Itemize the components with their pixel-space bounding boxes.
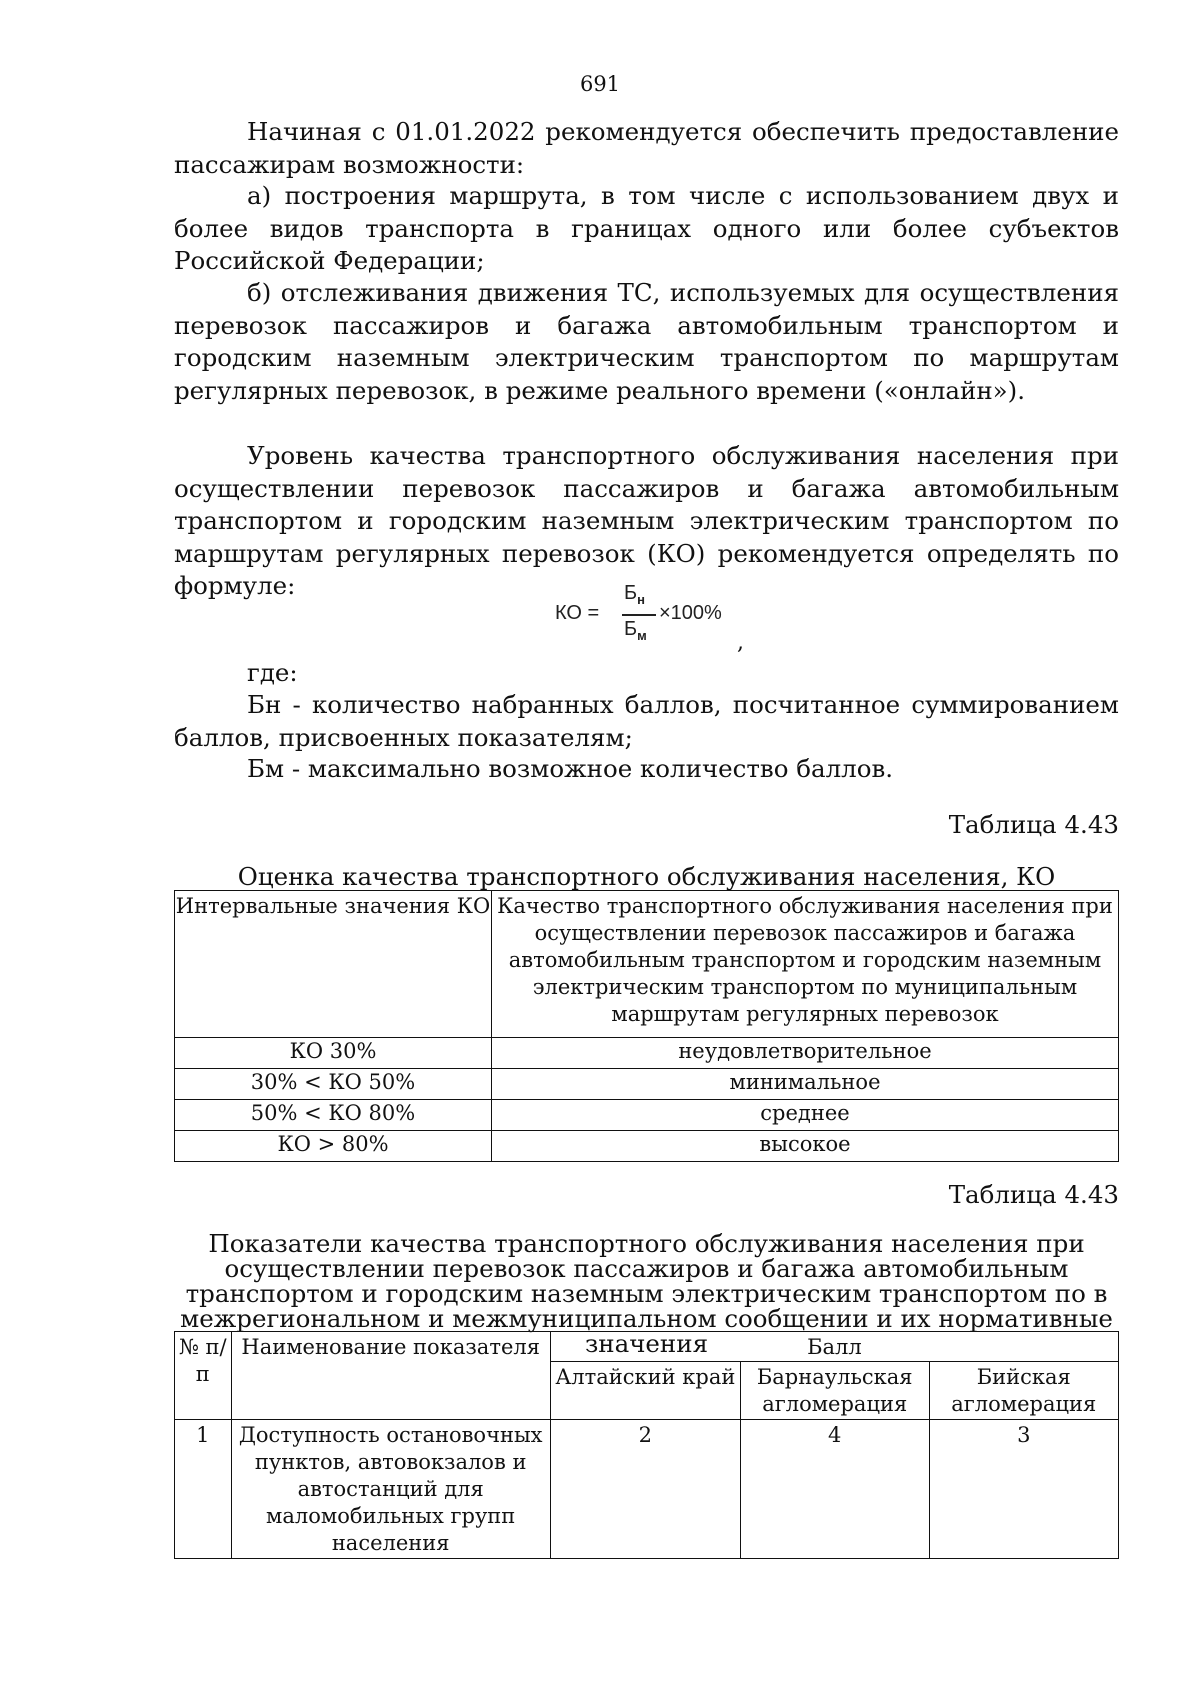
- quality-cell: среднее: [492, 1100, 1119, 1131]
- item-a-paragraph: а) построения маршрута, в том числе с использованием двух и более видов транспорта в границах одного или более субъектов Российской Федерации;: [174, 181, 1119, 275]
- score-cell: 2: [550, 1420, 740, 1559]
- quality-indicators-table: [174, 1331, 1119, 1559]
- table-row: [175, 1420, 1119, 1559]
- table2-header-row: [175, 1332, 1119, 1362]
- interval-cell: 30% < КО 50%: [175, 1069, 492, 1100]
- table1-header-row: [175, 891, 1119, 1038]
- formula-numerator: $Б_н$: [624, 582, 645, 607]
- intro-paragraph: Начиная с 01.01.2022 рекомендуется обеспечить предоставление пассажирам возможности:: [174, 117, 1119, 179]
- ko-assessment-table: [174, 890, 1119, 1162]
- score-cell: 3: [929, 1420, 1118, 1559]
- header-num: № п/п: [175, 1332, 232, 1420]
- score-cell: 4: [740, 1420, 929, 1559]
- table-row: [175, 1100, 1119, 1131]
- row-num-cell: 1: [175, 1420, 232, 1559]
- table-row: [175, 1038, 1119, 1069]
- header-altai-krai: Алтайский край: [550, 1362, 740, 1420]
- formula-lhs: КО =: [555, 602, 600, 624]
- indicator-name-cell: Доступность остановочных пунктов, автовокзалов и автостанций для маломобильных групп населения: [231, 1420, 550, 1559]
- header-biysk-agglomeration: Бийская агломерация: [929, 1362, 1118, 1420]
- page-number: 691: [579, 72, 621, 96]
- formula-rhs: ×100%: [659, 602, 722, 624]
- quality-cell: неудовлетворительное: [492, 1038, 1119, 1069]
- table1-label: Таблица 4.43: [948, 810, 1119, 839]
- header-indicator-name: Наименование показателя: [231, 1332, 550, 1420]
- interval-cell: КО > 80%: [175, 1131, 492, 1162]
- formula-denominator: $Б_м$: [624, 618, 647, 643]
- table1-header-quality: Качество транспортного обслуживания населения при осуществлении перевозок пассажиров и багажа автомобильным транспортом и городским наземным электрическим транспортом по муниципальным маршрутам регулярных перевозок: [492, 891, 1119, 1038]
- where-label: где:: [247, 658, 298, 687]
- definition-bn: Бн - количество набранных баллов, посчитанное суммированием баллов, присвоенных показателям;: [174, 690, 1119, 752]
- table2-title: Показатели качества транспортного обслуживания населения при осуществлении перевозок пассажиров и багажа автомобильным транспортом и городским наземным электрическим транспортом по в межрегиональном и межмуниципальном сообщении и их нормативные значения: [180, 1229, 1113, 1358]
- table1-header-interval: Интервальные значения КО: [175, 891, 492, 1038]
- fraction-bar: [622, 614, 656, 616]
- header-barnaul-agglomeration: Барнаульская агломерация: [740, 1362, 929, 1420]
- quality-cell: минимальное: [492, 1069, 1119, 1100]
- definition-bm: Бм - максимально возможное количество баллов.: [247, 754, 894, 783]
- item-b-paragraph: б) отслеживания движения ТС, используемых для осуществления перевозок пассажиров и багажа автомобильным транспортом и городским наземным электрическим транспортом по маршрутам регулярных перевозок, в режиме реального времени («онлайн»).: [174, 278, 1119, 405]
- quality-level-paragraph: Уровень качества транспортного обслуживания населения при осуществлении перевозок пассажиров и багажа автомобильным транспортом и городским наземным электрическим транспортом по маршрутам регулярных перевозок (КО) рекомендуется определять по формуле:: [174, 441, 1119, 600]
- table2-label: Таблица 4.43: [948, 1180, 1119, 1209]
- formula-comma: ,: [737, 630, 744, 655]
- interval-cell: 50% < КО 80%: [175, 1100, 492, 1131]
- table-row: [175, 1069, 1119, 1100]
- quality-cell: высокое: [492, 1131, 1119, 1162]
- table1-title: Оценка качества транспортного обслуживания населения, КО: [237, 862, 1056, 891]
- header-score: Балл: [550, 1332, 1118, 1362]
- table-row: [175, 1131, 1119, 1162]
- interval-cell: КО 30%: [175, 1038, 492, 1069]
- ko-formula: [555, 582, 755, 650]
